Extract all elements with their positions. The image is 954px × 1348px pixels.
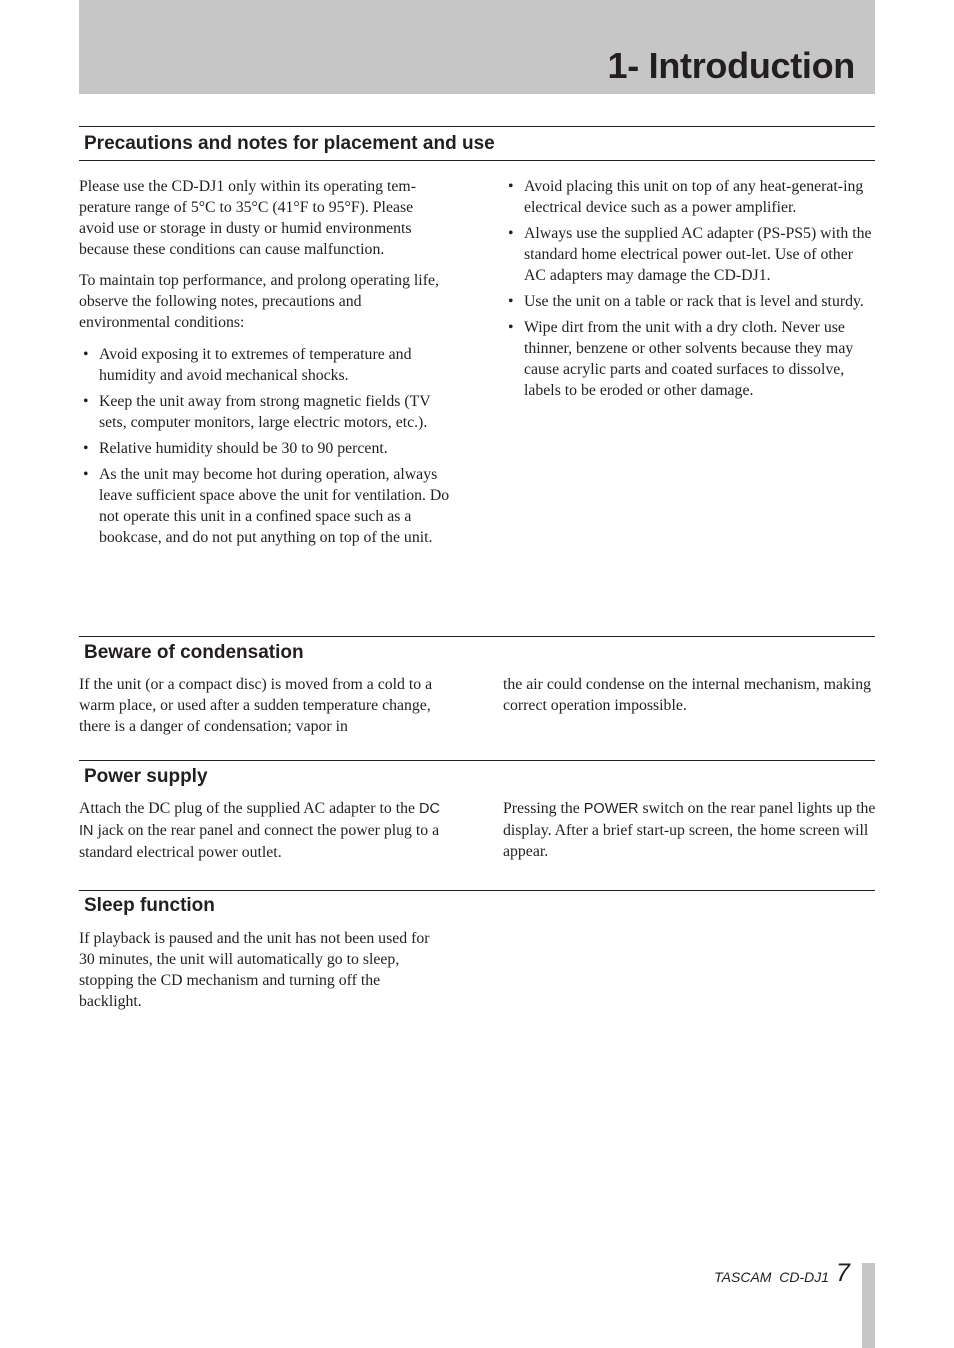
list-item: • Always use the supplied AC adapter (PS-PS5) with the standard home electrical power out-let. Use of other AC adapters may damage the CD-DJ1. bbox=[508, 225, 872, 284]
bullet-icon: • bbox=[83, 346, 89, 363]
precautions-right-column bbox=[504, 176, 876, 406]
page-number: 7 bbox=[836, 1259, 850, 1287]
paragraph: Pressing the POWER switch on the rear panel lights up the display. After a brief start-up screen, the home screen will appear. bbox=[503, 800, 876, 860]
chapter-banner bbox=[79, 0, 875, 94]
power-right-column bbox=[503, 798, 877, 872]
power-left-column bbox=[79, 798, 451, 873]
section-rule bbox=[79, 636, 875, 637]
bullet-icon: • bbox=[508, 293, 514, 310]
bullet-icon: • bbox=[83, 440, 89, 457]
power-switch-label: POWER bbox=[583, 801, 639, 817]
bullet-list bbox=[504, 176, 876, 401]
list-item: • Keep the unit away from strong magnetic fields (TV sets, computer monitors, large electric motors, etc.). bbox=[83, 393, 431, 431]
section-heading-sleep: Sleep function bbox=[84, 895, 215, 916]
section-heading-power: Power supply bbox=[84, 766, 208, 787]
paragraph: Attach the DC plug of the supplied AC adapter to the DC IN jack on the rear panel and connect the power plug to a standard electrical power outlet. bbox=[79, 800, 440, 861]
bullet-list bbox=[79, 344, 451, 548]
section-heading-condensation: Beware of condensation bbox=[84, 642, 304, 663]
condensation-left-column bbox=[79, 674, 451, 747]
list-item: • Wipe dirt from the unit with a dry cloth. Never use thinner, benzene or other solvents because they may cause acrylic parts and coated surfaces to dissolve, labels to be eroded or other damage. bbox=[508, 319, 854, 399]
sleep-column bbox=[79, 928, 443, 1022]
list-item: • Avoid placing this unit on top of any heat-generat-ing electrical device such as a power amplifier. bbox=[508, 178, 864, 216]
paragraph: Please use the CD-DJ1 only within its operating tem-perature range of 5°C to 35°C (41°F to 95°F). Please avoid use or storage in dusty or humid environments because these conditions can cause malfunction. bbox=[79, 178, 416, 258]
bullet-icon: • bbox=[508, 225, 514, 242]
bullet-icon: • bbox=[83, 466, 89, 483]
condensation-right-column bbox=[503, 674, 875, 726]
section-rule-top bbox=[79, 126, 875, 127]
paragraph: To maintain top performance, and prolong operating life, observe the following notes, precautions and environmental conditions: bbox=[79, 272, 439, 331]
chapter-title: 1- Introduction bbox=[607, 45, 855, 86]
section-rule bbox=[79, 890, 875, 891]
list-item: • Avoid exposing it to extremes of temperature and humidity and avoid mechanical shocks. bbox=[83, 346, 412, 384]
paragraph: the air could condense on the internal mechanism, making correct operation impossible. bbox=[503, 676, 872, 714]
bullet-icon: • bbox=[83, 393, 89, 410]
page-edge-tab bbox=[862, 1263, 875, 1348]
footer-brand-model: TASCAM CD-DJ1 bbox=[714, 1269, 829, 1285]
list-item: • As the unit may become hot during operation, always leave sufficient space above the unit for ventilation. Do not operate this unit in a confined space such as a bookcase, and do not put anything on top of the unit. bbox=[83, 466, 450, 546]
list-item: • Use the unit on a table or rack that is level and sturdy. bbox=[508, 293, 864, 310]
precautions-left-column bbox=[79, 176, 451, 553]
bullet-icon: • bbox=[508, 178, 514, 195]
paragraph: If playback is paused and the unit has not been used for 30 minutes, the unit will automatically go to sleep, stopping the CD mechanism and turning off the backlight. bbox=[79, 930, 430, 1010]
section-rule bbox=[79, 760, 875, 761]
dc-in-jack-label: DC IN bbox=[79, 801, 440, 839]
list-item: • Relative humidity should be 30 to 90 percent. bbox=[83, 440, 388, 457]
paragraph: If the unit (or a compact disc) is moved from a cold to a warm place, or used after a sudden temperature change, there is a danger of condensation; vapor in bbox=[79, 676, 433, 735]
section-heading-precautions: Precautions and notes for placement and use bbox=[84, 133, 495, 154]
bullet-icon: • bbox=[508, 319, 514, 336]
section-rule-bottom bbox=[79, 160, 875, 161]
